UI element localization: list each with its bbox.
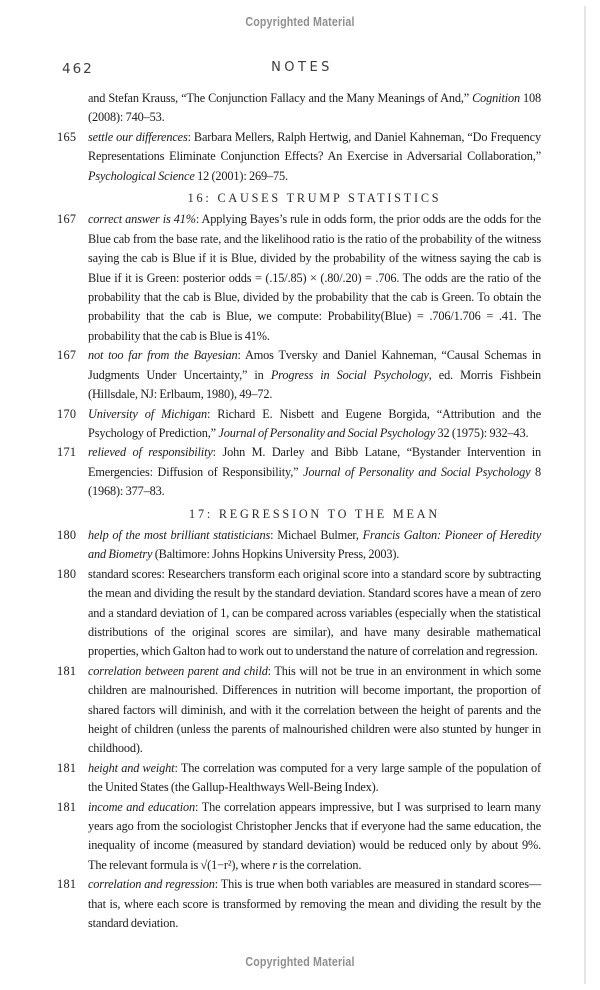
note-number: 181 [57, 760, 77, 775]
note-number: 171 [57, 445, 77, 460]
note-text-run: : Amos Tversky and Daniel Kahneman, “Causal Schemas in Judgments Under Uncertainty,” in [88, 348, 542, 382]
note-number: 181 [57, 663, 77, 678]
note-text [88, 130, 541, 183]
note-text-run: : This will not be true in an environment in which some children are malnourished. Differences in nutrition will become important, the proportion of shared factors will diminish, and with it the correlation between the height of parents and the height of children (unless the parents of malnourished children were also stunted by hunger in childhood). [88, 663, 541, 756]
note-text-italic-run: r [272, 857, 277, 872]
section-heading: 17: REGRESSION TO THE MEAN [189, 506, 440, 521]
note-text-run: : The correlation appears impressive, but I was surprised to learn many years ago from the sociologist Christopher Jencks that if everyone had the same education, the inequality of income (measured by standard deviation) would be reduced only by about 9%. The relevant formula is √(1−r²), where [88, 799, 541, 872]
note-text-run: standard scores: Researchers transform each original score into a standard score by subtracting the mean and dividing the result by the standard deviation. Standard scores have a mean of zero and a standard deviation of 1, can be compared across variables (especially when the statistical distributions of the original scores are similar), and have many desirable mathematical properties, which Galton had to work out to understand the nature of correlation and regression. [88, 566, 541, 659]
note-entry [57, 798, 541, 876]
note-number: 180 [57, 527, 77, 542]
note-entry [57, 759, 541, 798]
note-text [88, 567, 541, 659]
note-entry [57, 662, 541, 759]
note-text-run: 12 (2001): 269–75. [194, 168, 288, 183]
page-number: 462 [62, 61, 94, 77]
page-header [62, 60, 542, 80]
notes-body [57, 89, 541, 933]
note-text [88, 800, 541, 872]
note-entry [57, 443, 541, 501]
note-text [88, 664, 541, 756]
note-text-italic-run: relieved of responsibility [88, 445, 213, 460]
note-text-italic-run: Psychological Science [88, 168, 195, 183]
note-text-italic-run: help of the most brilliant statisticians [88, 527, 271, 542]
note-text [88, 445, 541, 498]
note-number: 181 [57, 799, 77, 814]
note-text-italic-run: settle our differences [88, 129, 188, 144]
note-text-italic-run: Progress in Social Psychology [270, 367, 429, 382]
note-text-run: 32 (1975): 932–43. [435, 425, 529, 440]
page-edge-line [584, 6, 586, 984]
note-text [88, 528, 541, 561]
note-number: 181 [57, 877, 77, 892]
note-text-run: : Barbara Mellers, Ralph Hertwig, and Daniel Kahneman, “Do Frequency Representations Eliminate Conjunction Effects? An Exercise in Adversarial Collaboration,” [88, 129, 541, 164]
note-text-run: 8 (1968): 377–83. [88, 464, 541, 499]
note-entry [57, 875, 541, 933]
note-text-italic-run: University of Michigan [88, 406, 207, 421]
note-text [88, 407, 541, 440]
note-entry [57, 565, 541, 662]
note-text-italic-run: income and education [88, 799, 196, 814]
note-entry [57, 210, 541, 346]
note-text-italic-run: not too far from the Bayesian [88, 348, 238, 363]
note-entry [57, 128, 541, 186]
note-text-run: : The correlation was computed for a very large sample of the population of the United States (the Gallup-Healthways Well-Being Index). [88, 760, 541, 795]
note-text-run: : Richard E. Nisbett and Eugene Borgida, “Attribution and the Psychology of Prediction,” [88, 406, 541, 440]
note-text-italic-run: Journal of Personality and Social Psychology [218, 425, 436, 440]
note-text-run: (Baltimore: Johns Hopkins University Press, 2003). [152, 547, 400, 562]
note-text-run: 108 (2008): 740–53. [88, 91, 541, 125]
note-entry [57, 89, 541, 128]
note-entry [57, 405, 541, 444]
note-text-italic-run: correlation between parent and child [88, 663, 268, 678]
note-entry [57, 346, 541, 404]
note-text-italic-run: height and weight [88, 760, 175, 775]
section-heading: 16: CAUSES TRUMP STATISTICS [187, 191, 442, 206]
note-entry [57, 526, 541, 565]
note-text-italic-run: Cognition [472, 91, 520, 105]
note-text-run: : Applying Bayes’s rule in odds form, the prior odds are the odds for the Blue cab from the base rate, and the likelihood ratio is the ratio of the probability of the witness saying the cab is Blue if it is Blue, divided by the probability of the witness saying the cab is Blue if it is Green: posterior odds = (.15/.85) × (.80/.20) = .706. The odds are the ratio of the probability that the cab is Blue, divided by the probability that the cab is Green. To obtain the probability that the cab is Blue, we compute: Probability(Blue) = .706/1.706 = .41. The probability that the cab is Blue is 41%. [88, 212, 541, 343]
note-number: 180 [57, 566, 77, 581]
note-text [88, 348, 541, 401]
running-head: NOTES [271, 60, 333, 75]
note-text [88, 212, 541, 342]
note-text [88, 761, 541, 794]
note-number: 170 [57, 406, 77, 421]
note-text [88, 877, 541, 930]
copyright-notice-top: Copyrighted Material [245, 14, 355, 29]
copyright-notice-bottom: Copyrighted Material [245, 954, 355, 969]
note-text-italic-run: Francis Galton: Pioneer of Heredity and Biometry [88, 527, 541, 562]
note-text-run: : John M. Darley and Bibb Latane, “Bystander Intervention in Emergencies: Diffusion of Responsibility,” [88, 445, 541, 479]
note-text-run: is the correlation. [277, 857, 362, 872]
note-text-run: : This is true when both variables are measured in standard scores—that is, where each score is transformed by removing the mean and dividing the result by the standard deviation. [88, 877, 541, 931]
note-number: 167 [57, 348, 77, 363]
note-text [88, 91, 541, 124]
note-text-italic-run: correct answer is 41% [88, 212, 196, 227]
note-text-run: and Stefan Krauss, “The Conjunction Fallacy and the Many Meanings of And,” [88, 91, 473, 105]
note-text-italic-run: correlation and regression [88, 877, 215, 892]
note-text-run: , ed. Morris Fishbein (Hillsdale, NJ: Erlbaum, 1980), 49–72. [88, 367, 541, 402]
note-number: 167 [57, 212, 77, 227]
note-text-run: : Michael Bulmer, [270, 527, 363, 542]
note-text-italic-run: Journal of Personality and Social Psychology [303, 464, 531, 479]
note-number: 165 [57, 129, 77, 144]
